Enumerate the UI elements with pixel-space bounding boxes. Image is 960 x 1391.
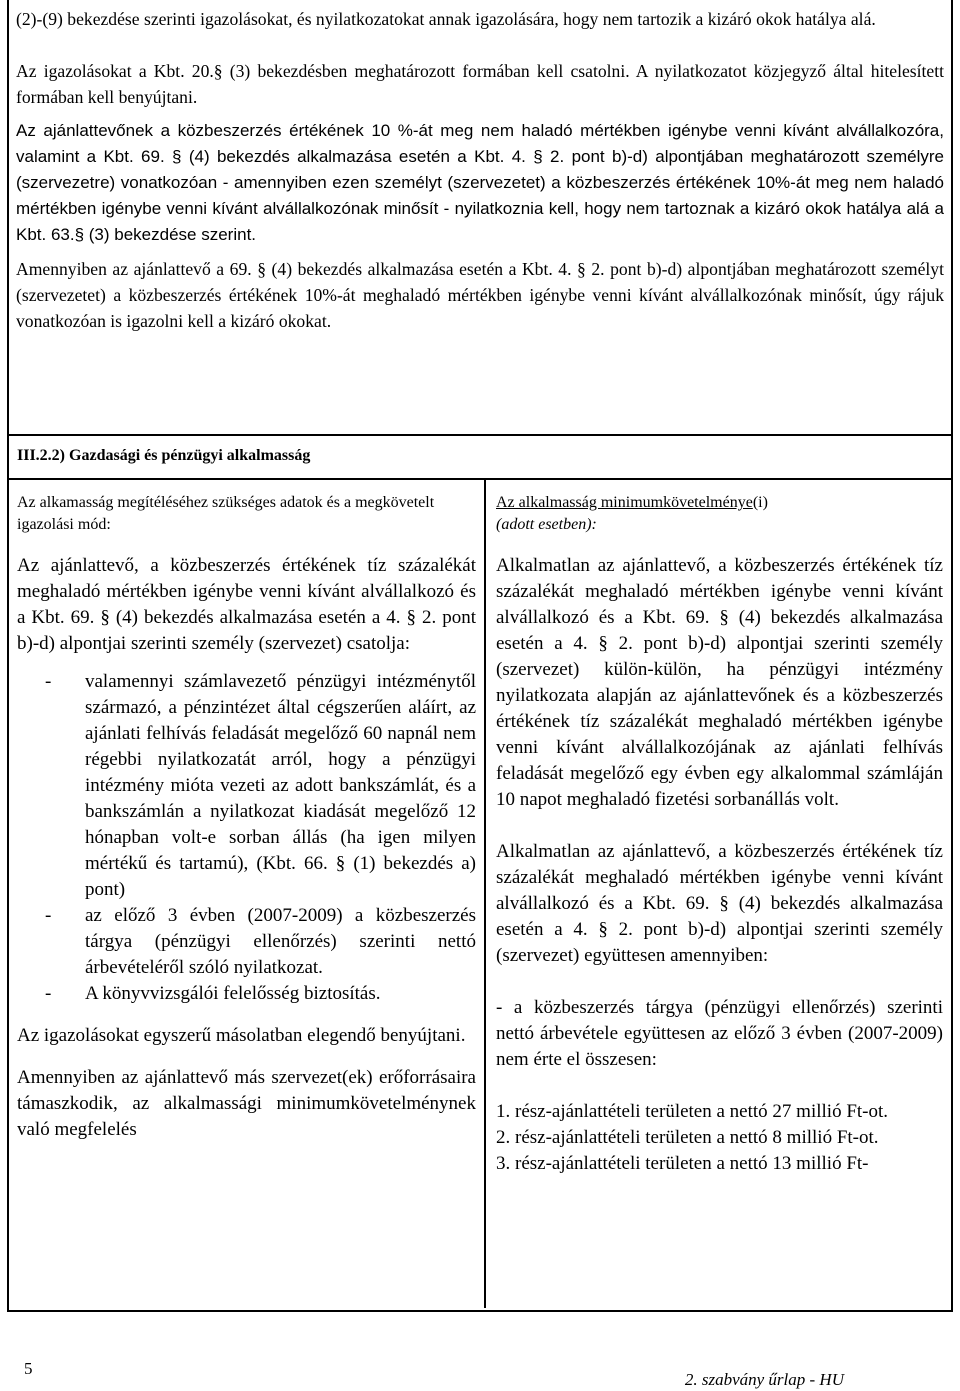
section-title [9,436,951,480]
header-tail: (i) [752,494,768,511]
paragraph: Az igazolásokat a Kbt. 20.§ (3) bekezdésben meghatározott formában kell csatolni. A nyilatkozatot közjegyző által hitelesített formában kell benyújtani. [16,61,944,107]
paragraph: Amennyiben az ajánlattevő más szervezet(ek) erőforrásaira támaszkodik, az alkalmassági minimumkövetelménynek való megfelelés [17,1067,476,1140]
list-item: - az előző 3 évben (2007-2009) a közbeszerzés tárgya (pénzügyi ellenőrzés) szerinti nettó árbevételéről szóló nyilatkozat. [17,903,476,981]
right-column-header [496,492,943,536]
list-item: - valamennyi számlavezető pénzügyi intézménytől származó, a pénzintézet által cégszerűen aláírt, az ajánlati felhívás feladását megelőző 60 napnál nem régebbi nyilatkozatát arról, hogy a pénzügyi intézmény mióta vezeti az adott bankszámlát, és a bankszámlán a nyilatkozat kiadását megelőző 12 hónapban volt-e sorban állás (ha igen milyen mértékű és tartamú), (Kbt. 66. § (1) bekezdés a) pont) [17,669,476,903]
list-item: 1. rész-ajánlattételi területen a nettó 27 millió Ft-ot. [496,1101,889,1122]
right-column [486,480,951,1308]
paragraph: Az ajánlattevő, a közbeszerzés értékének tíz százalékát meghaladó mértékben igénybe venni kívánt alvállalkozó és a Kbt. 69. § (4) bekezdés alkalmazása esetén a 4. § 2. pont b)-d) alpontjai szerinti személy (szervezet) csatolja: [17,555,476,654]
paragraph: Az ajánlattevőnek a közbeszerzés értékének 10 %-át meg nem haladó mértékben igénybe venni kívánt alvállalkozóra, valamint a Kbt. 69. § (4) bekezdés alkalmazása esetén a Kbt. 4. § 2. pont b)-d) alpontjában meghatározott személyre (szervezetre) vonatkozóan - amennyiben ezen személyt (szervezetet) a közbeszerzés értékének 10%-át meg nem haladó mértékben igénybe venni kívánt alvállalkozónak minősít - nyilatkoznia kell, hogy nem tartoznak a kizáró okok hatálya alá a Kbt. 63.§ (3) bekezdése szerint. [16,121,944,244]
list-item: 3. rész-ajánlattételi területen a nettó 13 millió Ft- [496,1153,869,1174]
paragraph: Az igazolásokat egyszerű másolatban elegendő benyújtani. [17,1025,466,1046]
exclusion-grounds-text [9,0,951,436]
paragraph: (2)-(9) bekezdése szerinti igazolásokat, és nyilatkozatokat annak igazolására, hogy nem tartozik a kizáró okok hatálya alá. [16,9,876,29]
form-name: 2. szabvány űrlap - HU [684,1370,844,1389]
paragraph: - a közbeszerzés tárgya (pénzügyi ellenőrzés) szerinti nettó árbevétele együttesen az előző 3 évben (2007-2009) nem érte el összesen: [496,997,943,1070]
paragraph: Alkalmatlan az ajánlattevő, a közbeszerzés értékének tíz százalékát meghaladó mértékben igénybe venni kívánt alvállalkozó és a Kbt. 69. § (4) bekezdés alkalmazása esetén a 4. § 2. pont b)-d) alpontjai szerinti személy (szervezet) együttesen amennyiben: [496,841,943,966]
two-column-table [9,480,951,1308]
page-footer [0,1312,960,1391]
left-column-header: Az alkamasság megítéléséhez szükséges adatok és a megkövetelt igazolási mód: [17,494,435,533]
requirements-list [17,669,476,1007]
header-underlined: Az alkalmasság minimumkövetelménye [496,494,753,511]
list-item: - A könyvvizsgálói felelősség biztosítás. [17,981,476,1007]
list-item: 2. rész-ajánlattételi területen a nettó 8 millió Ft-ot. [496,1127,879,1148]
paragraph: Alkalmatlan az ajánlattevő, a közbeszerzés értékének tíz százalékát meghaladó mértékben igénybe venni kívánt alvállalkozó és a Kbt. 69. § (4) bekezdés alkalmazása esetén a 4. § 2. pont b)-d) alpontjai szerinti személy (szervezet) külön-külön, ha pénzügyi intézmény nyilatkozata alapján az ajánlattevőnek és a közbeszerzés értékének tíz százalékát meghaladó mértékben igénybe venni kívánt alvállalkozójának az ajánlati felhívás feladását megelőző egy évben egy alkalommal számláján 10 napot meghaladó fizetési sorbanállás volt. [496,555,943,810]
paragraph: Amennyiben az ajánlattevő a 69. § (4) bekezdés alkalmazása esetén a Kbt. 4. § 2. pont b)-d) alpontjában meghatározott személyt (szervezetet) a közbeszerzés értékének 10%-át meghaladó mértékben igénybe venni kívánt alvállalkozónak minősít, úgy rájuk vonatkozóan is igazolni kell a kizáró okokat. [16,259,944,331]
left-column [9,480,486,1308]
page-number: 5 [24,1359,33,1378]
document-frame [7,0,953,1312]
header-italic: (adott esetben): [496,516,597,533]
section-number: III.2.2) [17,447,66,464]
section-name: Gazdasági és pénzügyi alkalmasság [69,447,311,464]
